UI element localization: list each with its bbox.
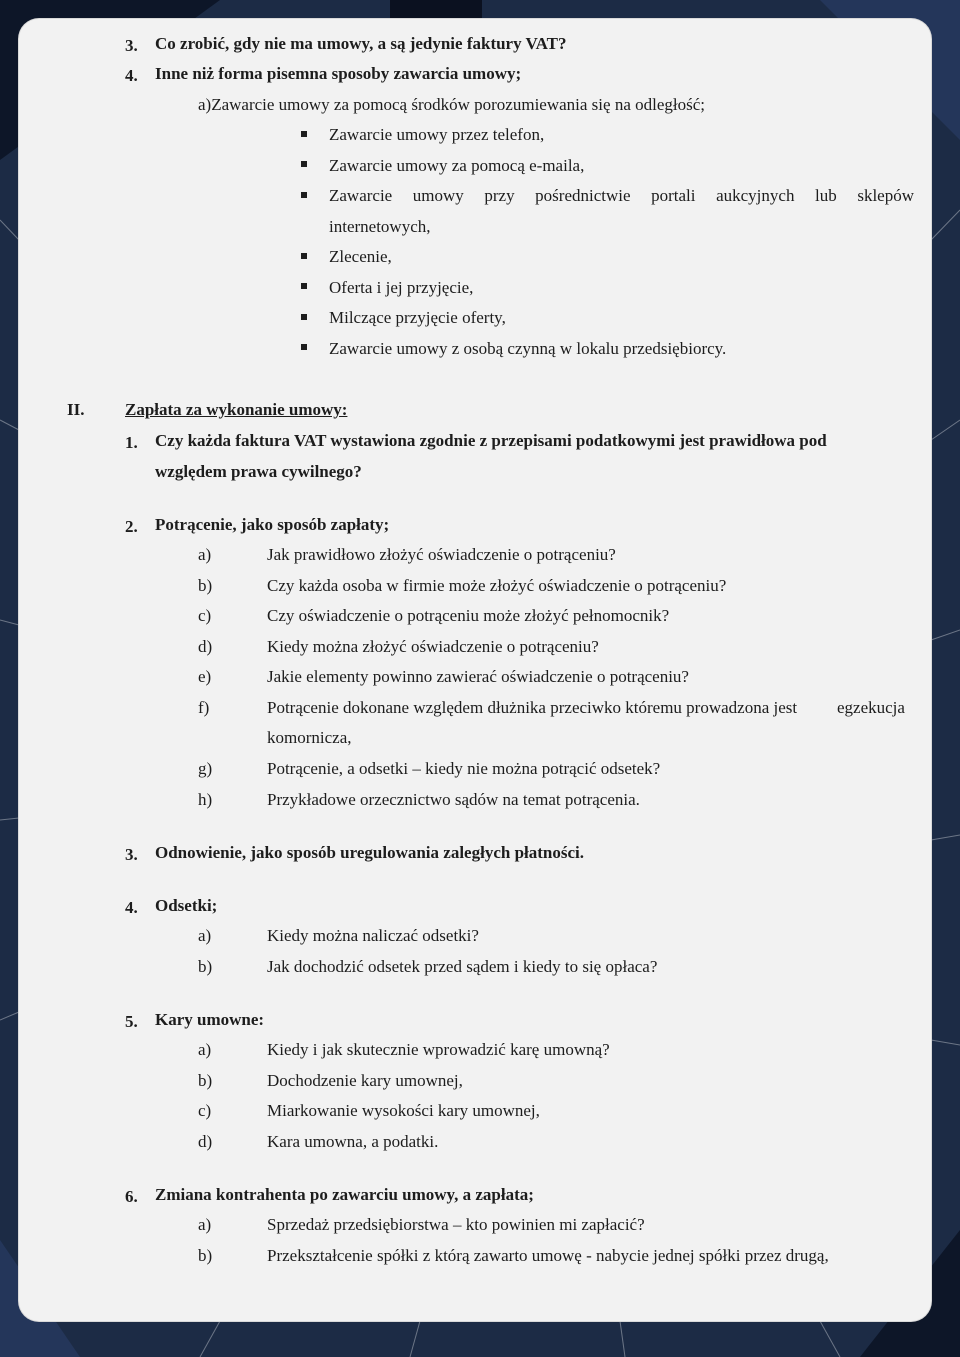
sub-item: Przekształcenie spółki z którą zawarto umowę - nabycie jednej spółki przez drugą, xyxy=(267,1246,829,1265)
sub-letter: f) xyxy=(198,698,210,717)
sub-letter: d) xyxy=(198,637,213,656)
sub-letter: d) xyxy=(198,1132,213,1151)
sub-letter: b) xyxy=(198,957,213,976)
item-number: 4. xyxy=(125,898,138,917)
sub-item: Czy każda osoba w firmie może złożyć oświadczenie o potrąceniu? xyxy=(267,576,727,595)
sub-item: Potrącenie, a odsetki – kiedy nie można potrącić odsetek? xyxy=(267,759,661,778)
sub-letter: c) xyxy=(198,1101,212,1120)
sub-letter: h) xyxy=(198,790,213,809)
item-number: 5. xyxy=(125,1012,138,1031)
sub-letter: a) xyxy=(198,926,212,945)
sub-letter: c) xyxy=(198,606,212,625)
bullet-item: Zawarcie umowy za pomocą e-maila, xyxy=(329,156,585,175)
sub-item: Kara umowna, a podatki. xyxy=(267,1132,439,1151)
sub-item: Kiedy można złożyć oświadczenie o potrąceniu? xyxy=(267,637,599,656)
item-number: 3. xyxy=(125,845,138,864)
bullet-marker xyxy=(301,161,307,167)
bullet-item: Zawarcie umowy z osobą czynną w lokalu przedsiębiorcy. xyxy=(329,339,727,358)
item-number: 1. xyxy=(125,433,138,452)
sub-letter: b) xyxy=(198,1071,213,1090)
bullet-marker xyxy=(301,314,307,320)
sub-item: Jak prawidłowo złożyć oświadczenie o potrąceniu? xyxy=(267,545,616,564)
item-number: 3. xyxy=(125,36,138,55)
sub-item: Jak dochodzić odsetek przed sądem i kiedy to się opłaca? xyxy=(267,957,658,976)
sub-item: Przykładowe orzecznictwo sądów na temat potrącenia. xyxy=(267,790,640,809)
question-heading: Odnowienie, jako sposób uregulowania zaległych płatności. xyxy=(155,843,584,862)
section-title: Zapłata za wykonanie umowy: xyxy=(125,400,348,419)
sub-item: Dochodzenie kary umownej, xyxy=(267,1071,463,1090)
bullet-marker xyxy=(301,344,307,350)
question-heading: Czy każda faktura VAT wystawiona zgodnie z przepisami podatkowymi jest prawidłowa pod xyxy=(155,431,827,450)
bullet-marker xyxy=(301,283,307,289)
sub-item: Potrącenie dokonane względem dłużnika przeciwko któremu prowadzona jest xyxy=(267,698,798,717)
bullet-marker xyxy=(301,253,307,259)
document-page xyxy=(19,19,931,1321)
item-number: 2. xyxy=(125,517,138,536)
sub-item: Kiedy i jak skutecznie wprowadzić karę umowną? xyxy=(267,1040,610,1059)
section-number: II. xyxy=(67,400,85,419)
sub-item: Kiedy można naliczać odsetki? xyxy=(267,926,479,945)
sub-item: Miarkowanie wysokości kary umownej, xyxy=(267,1101,540,1120)
question-heading: Potrącenie, jako sposób zapłaty; xyxy=(155,515,390,534)
sub-letter: e) xyxy=(198,667,212,686)
sub-letter: a) xyxy=(198,1040,212,1059)
sub-item: Sprzedaż przedsiębiorstwa – kto powinien mi zapłacić? xyxy=(267,1215,645,1234)
question-heading: Kary umowne: xyxy=(155,1010,265,1029)
bullet-item: Zawarcie umowy przy pośrednictwie portali aukcyjnych lub sklepów xyxy=(329,186,914,205)
bullet-item: Zlecenie, xyxy=(329,247,392,266)
item-number: 4. xyxy=(125,66,138,85)
sub-letter: a) xyxy=(198,1215,212,1234)
sub-item: Jakie elementy powinno zawierać oświadczenie o potrąceniu? xyxy=(267,667,689,686)
bullet-item-continuation: internetowych, xyxy=(329,217,431,236)
bullet-item: Oferta i jej przyjęcie, xyxy=(329,278,474,297)
sub-item-line-end: egzekucja xyxy=(837,698,905,717)
question-heading: Co zrobić, gdy nie ma umowy, a są jedynie faktury VAT? xyxy=(155,34,567,53)
question-heading-continuation: względem prawa cywilnego? xyxy=(155,462,362,481)
sub-letter: b) xyxy=(198,1246,213,1265)
bullet-item: Milczące przyjęcie oferty, xyxy=(329,308,506,327)
question-heading: Inne niż forma pisemna sposoby zawarcia umowy; xyxy=(155,64,522,83)
bullet-item: Zawarcie umowy przez telefon, xyxy=(329,125,545,144)
bullet-marker xyxy=(301,192,307,198)
sub-letter: g) xyxy=(198,759,213,778)
question-heading: Zmiana kontrahenta po zawarciu umowy, a zapłata; xyxy=(155,1185,534,1204)
sub-letter: a) xyxy=(198,545,212,564)
sub-letter: b) xyxy=(198,576,213,595)
sub-item: a)Zawarcie umowy za pomocą środków porozumiewania się na odległość; xyxy=(198,95,705,114)
bullet-marker xyxy=(301,131,307,137)
sub-item: Czy oświadczenie o potrąceniu może złożyć pełnomocnik? xyxy=(267,606,670,625)
item-number: 6. xyxy=(125,1187,138,1206)
question-heading: Odsetki; xyxy=(155,896,218,915)
sub-item-continuation: komornicza, xyxy=(267,728,352,747)
